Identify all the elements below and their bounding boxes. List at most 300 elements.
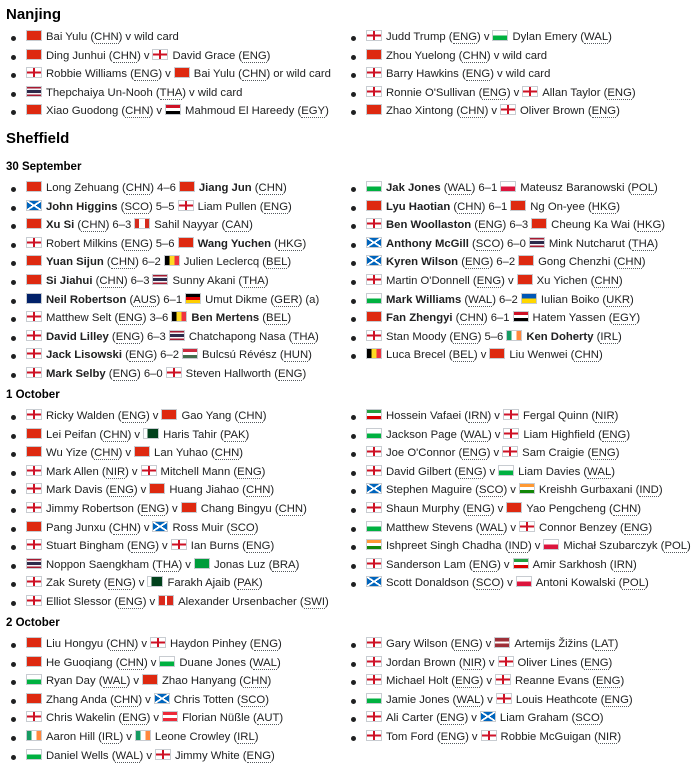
player-link[interactable]: Mahmoud El Hareedy	[185, 105, 295, 118]
country-code: IND	[639, 484, 659, 497]
player-link[interactable]: Aaron Hill	[46, 730, 95, 743]
player-link[interactable]: Jak Jones	[386, 182, 441, 194]
match-item: He Guoqiang (CHN) v Duane Jones (WAL)	[6, 654, 283, 673]
match-score: 6–3	[146, 330, 166, 343]
player-link[interactable]: Wang Yuchen	[197, 237, 272, 250]
player-link[interactable]: Mink Nutcharut	[548, 237, 625, 250]
player-link[interactable]: Ian Burns	[190, 540, 240, 553]
versus-label: v	[534, 540, 541, 553]
country-code: ENG	[591, 105, 617, 118]
player-link[interactable]: Bulcsú Révész	[202, 349, 277, 362]
versus-label: v	[162, 540, 168, 553]
player-link[interactable]: Leone Crowley	[154, 730, 231, 743]
country-code: CHN	[110, 638, 135, 650]
player-link[interactable]: Gary Wilson	[386, 638, 448, 650]
match-item: Stan Moody (ENG) 5–6 Ken Doherty (IRL)	[346, 328, 665, 347]
player-link[interactable]: Florian Nüßle	[182, 712, 250, 725]
player-link[interactable]: Ross Muir	[172, 521, 224, 534]
player-link[interactable]: Julien Leclercq	[183, 256, 260, 269]
flag-icon	[26, 367, 42, 378]
player-link[interactable]: Gong Chenzhi	[538, 256, 611, 269]
player-link[interactable]: Jiang Jun	[198, 182, 252, 194]
flag-icon	[366, 483, 382, 494]
country-code: IRL	[237, 730, 255, 743]
country-code: NIR	[105, 465, 126, 478]
flag-icon	[506, 330, 522, 341]
country-code: IRN	[613, 558, 634, 571]
player-link[interactable]: Xu Yichen	[536, 274, 588, 287]
match-item: Yuan Sijun (CHN) 6–2 Julien Leclercq (BEL)	[6, 253, 319, 272]
match-item: David Gilbert (ENG) v Liam Davies (WAL)	[346, 463, 691, 482]
player-link[interactable]: Jimmy White	[174, 749, 240, 762]
player-link[interactable]: Michael Holt	[386, 675, 449, 688]
player-link[interactable]: Hossein Vafaei	[386, 410, 462, 422]
match-item: Xiao Guodong (CHN) v Mahmoud El Hareedy (EGY)	[6, 102, 331, 121]
flag-icon	[366, 311, 382, 322]
versus-label: v	[172, 502, 178, 515]
versus-label: v	[510, 521, 517, 534]
match-item: Joe O'Connor (ENG) v Sam Craigie (ENG)	[346, 444, 691, 463]
match-score: 6–3	[509, 219, 529, 232]
versus-label: v	[126, 730, 132, 743]
player-link[interactable]: David Grace	[172, 49, 236, 62]
match-item: Sanderson Lam (ENG) v Amir Sarkhosh (IRN)	[346, 556, 691, 575]
country-code: CAN	[225, 219, 250, 232]
versus-label: v	[125, 447, 132, 460]
player-link[interactable]: Yao Pengcheng	[526, 502, 606, 515]
flag-icon	[155, 749, 171, 760]
player-link[interactable]: Matthew Stevens	[386, 521, 473, 534]
match-item: Ronnie O'Sullivan (ENG) v Allan Taylor (ENG)	[346, 84, 636, 103]
player-link[interactable]: Chris Wakelin	[46, 712, 116, 725]
country-code: PAK	[223, 428, 246, 441]
player-link[interactable]: Artemijs Žižins	[514, 638, 588, 650]
player-link[interactable]: Ricky Walden	[46, 410, 115, 422]
player-link[interactable]: Ben Mertens	[191, 312, 260, 325]
match-item: Long Zehuang (CHN) 4–6 Jiang Jun (CHN)	[6, 179, 319, 198]
country-code: ENG	[584, 656, 609, 669]
country-code: WAL	[587, 465, 612, 478]
match-list-1-october-right	[346, 407, 691, 593]
player-link[interactable]: Ryan Day	[46, 675, 96, 688]
player-link[interactable]: Shaun Murphy	[386, 502, 460, 515]
match-score: 6–3	[130, 274, 150, 287]
player-link[interactable]: David Lilley	[46, 330, 109, 343]
player-link[interactable]: Mateusz Baranowski	[520, 182, 625, 194]
country-code: SCO	[575, 712, 600, 725]
flag-icon	[366, 502, 382, 513]
player-link[interactable]: Chris Totten	[173, 693, 234, 706]
flag-icon	[165, 104, 181, 115]
flag-icon	[522, 86, 538, 97]
flag-icon	[181, 502, 197, 513]
player-link[interactable]: Anthony McGill	[386, 237, 469, 250]
player-link[interactable]: Antoni Kowalski	[535, 577, 616, 590]
match-score: 6–1	[163, 293, 183, 306]
versus-label: v	[185, 558, 191, 571]
player-link[interactable]: Zhou Yuelong	[386, 49, 456, 62]
versus-label: v	[153, 712, 160, 725]
flag-icon	[366, 539, 382, 550]
player-link[interactable]: Haydon Pinhey	[169, 638, 247, 650]
match-list-1-october-left	[6, 407, 329, 612]
player-link[interactable]: Zak Surety	[46, 577, 101, 590]
flag-icon	[162, 711, 178, 722]
match-score: 3–6	[149, 312, 169, 325]
country-code: ENG	[128, 349, 154, 362]
versus-label: v	[143, 49, 150, 62]
player-link[interactable]: Huang Jiahao	[169, 484, 240, 497]
flag-icon	[500, 104, 516, 115]
flag-icon	[152, 49, 168, 60]
flag-icon	[26, 502, 42, 513]
player-link[interactable]: Liu Hongyu	[46, 638, 104, 650]
player-link[interactable]: Mitchell Mann	[160, 465, 231, 478]
player-link[interactable]: Ishpreet Singh Chadha	[386, 540, 502, 553]
player-link[interactable]: Liu Wenwei	[509, 349, 568, 362]
country-code: WAL	[584, 31, 609, 43]
player-link[interactable]: Zhao Xintong	[386, 105, 454, 118]
player-link[interactable]: Oliver Lines	[517, 656, 578, 669]
flag-icon	[159, 656, 175, 667]
player-link[interactable]: Si Jiahui	[46, 274, 93, 287]
versus-label: v	[494, 428, 501, 441]
match-item: Daniel Wells (WAL) v Jimmy White (ENG)	[6, 747, 283, 766]
player-link[interactable]: Sam Craigie	[522, 447, 585, 460]
flag-icon	[366, 730, 382, 741]
country-code: HKG	[636, 219, 662, 232]
versus-label: v	[494, 410, 500, 422]
match-item: Robert Milkins (ENG) 5–6 Wang Yuchen (HKG)	[6, 235, 319, 254]
country-code: ENG	[107, 577, 133, 590]
match-score: 5–6	[155, 237, 175, 250]
flag-icon	[521, 293, 537, 304]
flag-icon	[366, 693, 382, 704]
player-link[interactable]: Umut Dikme	[205, 293, 268, 306]
player-link[interactable]: Louis Heathcote	[515, 693, 598, 706]
player-link[interactable]: Ben Woollaston	[386, 219, 472, 232]
versus-label: v	[493, 447, 500, 460]
country-code: ENG	[140, 502, 166, 515]
country-code: WAL	[252, 656, 277, 669]
player-link[interactable]: Jack Lisowski	[46, 349, 122, 362]
player-link[interactable]: Lan Yuhao	[154, 447, 208, 460]
flag-icon	[26, 558, 42, 569]
flag-icon	[494, 637, 510, 648]
match-score: 6–1	[478, 182, 498, 194]
player-link[interactable]: Reanne Evans	[514, 675, 590, 688]
country-code: CHN	[112, 521, 138, 534]
player-link[interactable]: Ronnie O'Sullivan	[386, 86, 476, 99]
player-link[interactable]: Bai Yulu	[46, 31, 88, 43]
country-code: CHN	[94, 447, 119, 460]
player-link[interactable]: Neil Robertson	[46, 293, 127, 306]
player-link[interactable]: Pang Junxu	[46, 521, 106, 534]
match-item: Xu Si (CHN) 6–3 Sahil Nayyar (CAN)	[6, 216, 319, 235]
flag-icon	[152, 274, 168, 285]
country-code: BEL	[452, 349, 474, 362]
country-code: ENG	[623, 521, 649, 534]
country-code: WAL	[115, 749, 140, 762]
flag-icon	[171, 539, 187, 550]
player-link[interactable]: Sahil Nayyar	[154, 219, 219, 232]
flag-icon	[366, 637, 382, 648]
match-item: Ishpreet Singh Chadha (IND) v Michał Szubarczyk (POL)	[346, 537, 691, 556]
match-item: Michael Holt (ENG) v Reanne Evans (ENG)	[346, 672, 633, 691]
flag-icon	[366, 200, 382, 211]
player-link[interactable]: Noppon Saengkham	[46, 558, 150, 571]
player-link[interactable]: Haris Tahir	[163, 428, 217, 441]
flag-icon	[142, 674, 158, 685]
player-link[interactable]: Steven Hallworth	[185, 367, 272, 380]
country-code: ENG	[112, 367, 138, 380]
player-link[interactable]: Amir Sarkhosh	[532, 558, 607, 571]
flag-icon	[489, 348, 505, 359]
country-code: THA	[242, 274, 265, 287]
flag-icon	[26, 86, 42, 97]
player-link[interactable]: Luca Brecel	[386, 349, 446, 362]
player-link[interactable]: Xiao Guodong	[46, 105, 119, 118]
flag-icon	[26, 446, 42, 457]
player-link[interactable]: Martin O'Donnell	[386, 274, 470, 287]
player-link[interactable]: Long Zehuang	[46, 182, 119, 194]
country-code: ENG	[245, 540, 271, 553]
flag-icon	[518, 255, 534, 266]
flag-icon	[26, 483, 42, 494]
country-code: CHN	[113, 693, 139, 706]
player-link[interactable]: Cheung Ka Wai	[551, 219, 630, 232]
country-code: WAL	[447, 182, 472, 194]
flag-icon	[366, 656, 382, 667]
player-link[interactable]: Allan Taylor	[542, 86, 601, 99]
match-item: Luca Brecel (BEL) v Liu Wenwei (CHN)	[346, 346, 665, 365]
flag-icon	[26, 693, 42, 704]
player-link[interactable]: Wu Yize	[46, 447, 88, 460]
flag-icon	[366, 30, 382, 41]
player-link[interactable]: Ding Junhui	[46, 49, 106, 62]
match-item: Stephen Maguire (SCO) v Kreishh Gurbaxani (IND)	[346, 481, 691, 500]
player-link[interactable]: Sanderson Lam	[386, 558, 466, 571]
match-item: Jackson Page (WAL) v Liam Highfield (ENG)	[346, 426, 691, 445]
match-item: Jimmy Robertson (ENG) v Chang Bingyu (CHN)	[6, 500, 329, 519]
flag-icon	[26, 521, 42, 532]
player-link[interactable]: Gao Yang	[181, 410, 232, 422]
player-link[interactable]: Daniel Wells	[46, 749, 109, 762]
player-link[interactable]: Liam Pullen	[197, 200, 257, 213]
player-link[interactable]: Zhang Anda	[46, 693, 107, 706]
player-link[interactable]: Michał Szubarczyk	[563, 540, 658, 553]
country-code: THA	[159, 86, 183, 99]
player-link[interactable]: Mark Williams	[386, 293, 462, 306]
player-link[interactable]: Stuart Bingham	[46, 540, 124, 553]
country-code: CHN	[94, 31, 119, 43]
match-item: Pang Junxu (CHN) v Ross Muir (SCO)	[6, 519, 329, 538]
player-link[interactable]: Zhao Hanyang	[162, 675, 237, 688]
player-link[interactable]: Yuan Sijun	[46, 256, 104, 269]
player-link[interactable]: Stan Moody	[386, 330, 447, 343]
player-link[interactable]: Bai Yulu	[193, 68, 236, 81]
versus-label: v	[491, 105, 498, 118]
country-code: WAL	[468, 293, 493, 306]
player-link[interactable]: He Guoqiang	[46, 656, 113, 669]
match-item: Hossein Vafaei (IRN) v Fergal Quinn (NIR)	[346, 407, 691, 426]
match-item: Ali Carter (ENG) v Liam Graham (SCO)	[346, 709, 633, 728]
country-code: CHN	[99, 274, 124, 287]
player-link[interactable]: Liam Davies	[518, 465, 581, 478]
player-link[interactable]: Xu Si	[46, 219, 75, 232]
country-code: CHN	[125, 182, 151, 194]
player-link[interactable]: Elliot Slessor	[46, 595, 112, 608]
flag-icon	[26, 539, 42, 550]
country-code: WAL	[479, 521, 504, 534]
country-code: NIR	[595, 410, 615, 422]
player-link[interactable]: Tom Ford	[386, 730, 434, 743]
player-link[interactable]: Jackson Page	[386, 428, 457, 441]
player-link[interactable]: Dylan Emery	[512, 31, 578, 43]
country-code: CHN	[612, 502, 638, 515]
player-link[interactable]: Chang Bingyu	[200, 502, 272, 515]
country-code: CHN	[574, 349, 599, 362]
player-link[interactable]: Mark Davis	[46, 484, 103, 497]
player-link[interactable]: Judd Trump	[386, 31, 446, 43]
player-link[interactable]: Hatem Yassen	[532, 312, 606, 325]
player-link[interactable]: Robbie Williams	[46, 68, 127, 81]
country-code: ENG	[118, 312, 143, 325]
flag-icon	[503, 428, 519, 439]
player-link[interactable]: Jimmy Robertson	[46, 502, 134, 515]
match-score: 4–6	[157, 182, 176, 194]
player-link[interactable]: Sunny Akani	[172, 274, 236, 287]
flag-icon	[496, 693, 512, 704]
flag-icon	[513, 311, 529, 322]
player-link[interactable]: Jamie Jones	[386, 693, 450, 706]
match-item: Jack Lisowski (ENG) 6–2 Bulcsú Révész (HUN)	[6, 346, 319, 365]
player-link[interactable]: Fergal Quinn	[522, 410, 589, 422]
flag-icon	[26, 293, 42, 304]
match-score: 5–6	[484, 330, 504, 343]
date-heading-30-september: 30 September	[6, 161, 82, 173]
player-link[interactable]: Liam Highfield	[523, 428, 595, 441]
country-code: CHN	[245, 484, 271, 497]
country-code: SCO	[230, 521, 255, 534]
country-code: IRL	[101, 730, 120, 743]
country-code: ENG	[115, 330, 141, 343]
date-heading-1-october: 1 October	[6, 389, 60, 401]
match-item: David Lilley (ENG) 6–3 Chatchapong Nasa (THA)	[6, 328, 319, 347]
player-link[interactable]: Matthew Selt	[46, 312, 112, 325]
flag-icon	[178, 200, 194, 211]
player-link[interactable]: Chatchapong Nasa	[188, 330, 286, 343]
player-link[interactable]: Mark Allen	[46, 465, 99, 478]
player-link[interactable]: Iulian Boiko	[540, 293, 600, 306]
flag-icon	[135, 730, 151, 741]
player-link[interactable]: Robert Milkins	[46, 237, 118, 250]
player-link[interactable]: Stephen Maguire	[386, 484, 473, 497]
player-link[interactable]: Lyu Haotian	[386, 200, 451, 213]
versus-label: v	[471, 730, 478, 743]
flag-icon	[178, 237, 194, 248]
country-code: ENG	[118, 595, 143, 608]
player-link[interactable]: Farakh Ajaib	[167, 577, 231, 590]
player-link[interactable]: Scott Donaldson	[386, 577, 469, 590]
versus-label: v	[489, 465, 496, 478]
flag-icon	[543, 539, 559, 550]
flag-icon	[164, 255, 180, 266]
player-link[interactable]: Fan Zhengyi	[386, 312, 453, 325]
flag-icon	[366, 104, 382, 115]
player-link[interactable]: Liam Graham	[499, 712, 569, 725]
country-code: ENG	[452, 31, 478, 43]
flag-icon	[152, 521, 168, 532]
player-link[interactable]: Mark Selby	[46, 367, 106, 380]
match-item: Chris Wakelin (ENG) v Florian Nüßle (AUT)	[6, 709, 283, 728]
flag-icon	[366, 674, 382, 685]
player-link[interactable]: Duane Jones	[179, 656, 246, 669]
match-item: Kyren Wilson (ENG) 6–2 Gong Chenzhi (CHN)	[346, 253, 665, 272]
match-item: Elliot Slessor (ENG) v Alexander Ursenbacher (SWI)	[6, 593, 329, 612]
versus-label: v	[503, 558, 510, 571]
country-code: CHN	[110, 256, 136, 269]
player-link[interactable]: Ali Carter	[386, 712, 434, 725]
country-code: IRL	[600, 330, 618, 343]
match-score: 6–2	[141, 256, 161, 269]
country-code: BEL	[266, 256, 288, 269]
player-link[interactable]: David Gilbert	[386, 465, 452, 478]
flag-icon	[366, 237, 382, 248]
flag-icon	[366, 409, 382, 420]
country-code: CHN	[81, 219, 106, 232]
country-code: IND	[508, 540, 528, 553]
match-item: Zhang Anda (CHN) v Chris Totten (SCO)	[6, 691, 283, 710]
player-link[interactable]: Robbie McGuigan	[500, 730, 591, 743]
country-code: WAL	[456, 693, 481, 706]
player-link[interactable]: Jordan Brown	[386, 656, 456, 669]
match-item: Matthew Stevens (WAL) v Connor Benzey (ENG)	[346, 519, 691, 538]
flag-icon	[492, 30, 508, 41]
player-link[interactable]: Alexander Ursenbacher	[178, 595, 297, 608]
flag-icon	[366, 218, 382, 229]
player-link[interactable]: John Higgins	[46, 200, 118, 213]
player-link[interactable]: Thepchaiya Un-Nooh	[46, 86, 153, 99]
player-link[interactable]: Connor Benzey	[539, 521, 617, 534]
flag-icon	[26, 637, 42, 648]
player-link[interactable]: Lei Peifan	[46, 428, 97, 441]
flag-icon	[366, 558, 382, 569]
player-link[interactable]: Ng On-yee	[530, 200, 585, 213]
section-heading-sheffield: Sheffield	[6, 130, 70, 147]
match-note: v wild card	[496, 68, 551, 81]
country-code: THA	[292, 330, 316, 343]
player-link[interactable]: Ken Doherty	[526, 330, 594, 343]
versus-label: v	[507, 577, 513, 590]
country-code: CHN	[617, 256, 642, 269]
flag-icon	[506, 502, 522, 513]
flag-icon	[26, 255, 42, 266]
flag-icon	[26, 348, 42, 359]
flag-icon	[154, 693, 170, 704]
player-link[interactable]: Jonas Luz	[213, 558, 266, 571]
player-link[interactable]: Kyren Wilson	[386, 256, 459, 269]
country-code: ENG	[242, 49, 267, 62]
player-link[interactable]: Kreishh Gurbaxani	[538, 484, 633, 497]
flag-icon	[26, 730, 42, 741]
match-item: Thepchaiya Un-Nooh (THA) v wild card	[6, 84, 331, 103]
country-code: CHN	[112, 49, 138, 62]
player-link[interactable]: Oliver Brown	[520, 105, 585, 118]
player-link[interactable]: Joe O'Connor	[386, 447, 456, 460]
player-link[interactable]: Barry Hawkins	[386, 68, 459, 81]
section-heading-nanjing: Nanjing	[6, 6, 61, 23]
